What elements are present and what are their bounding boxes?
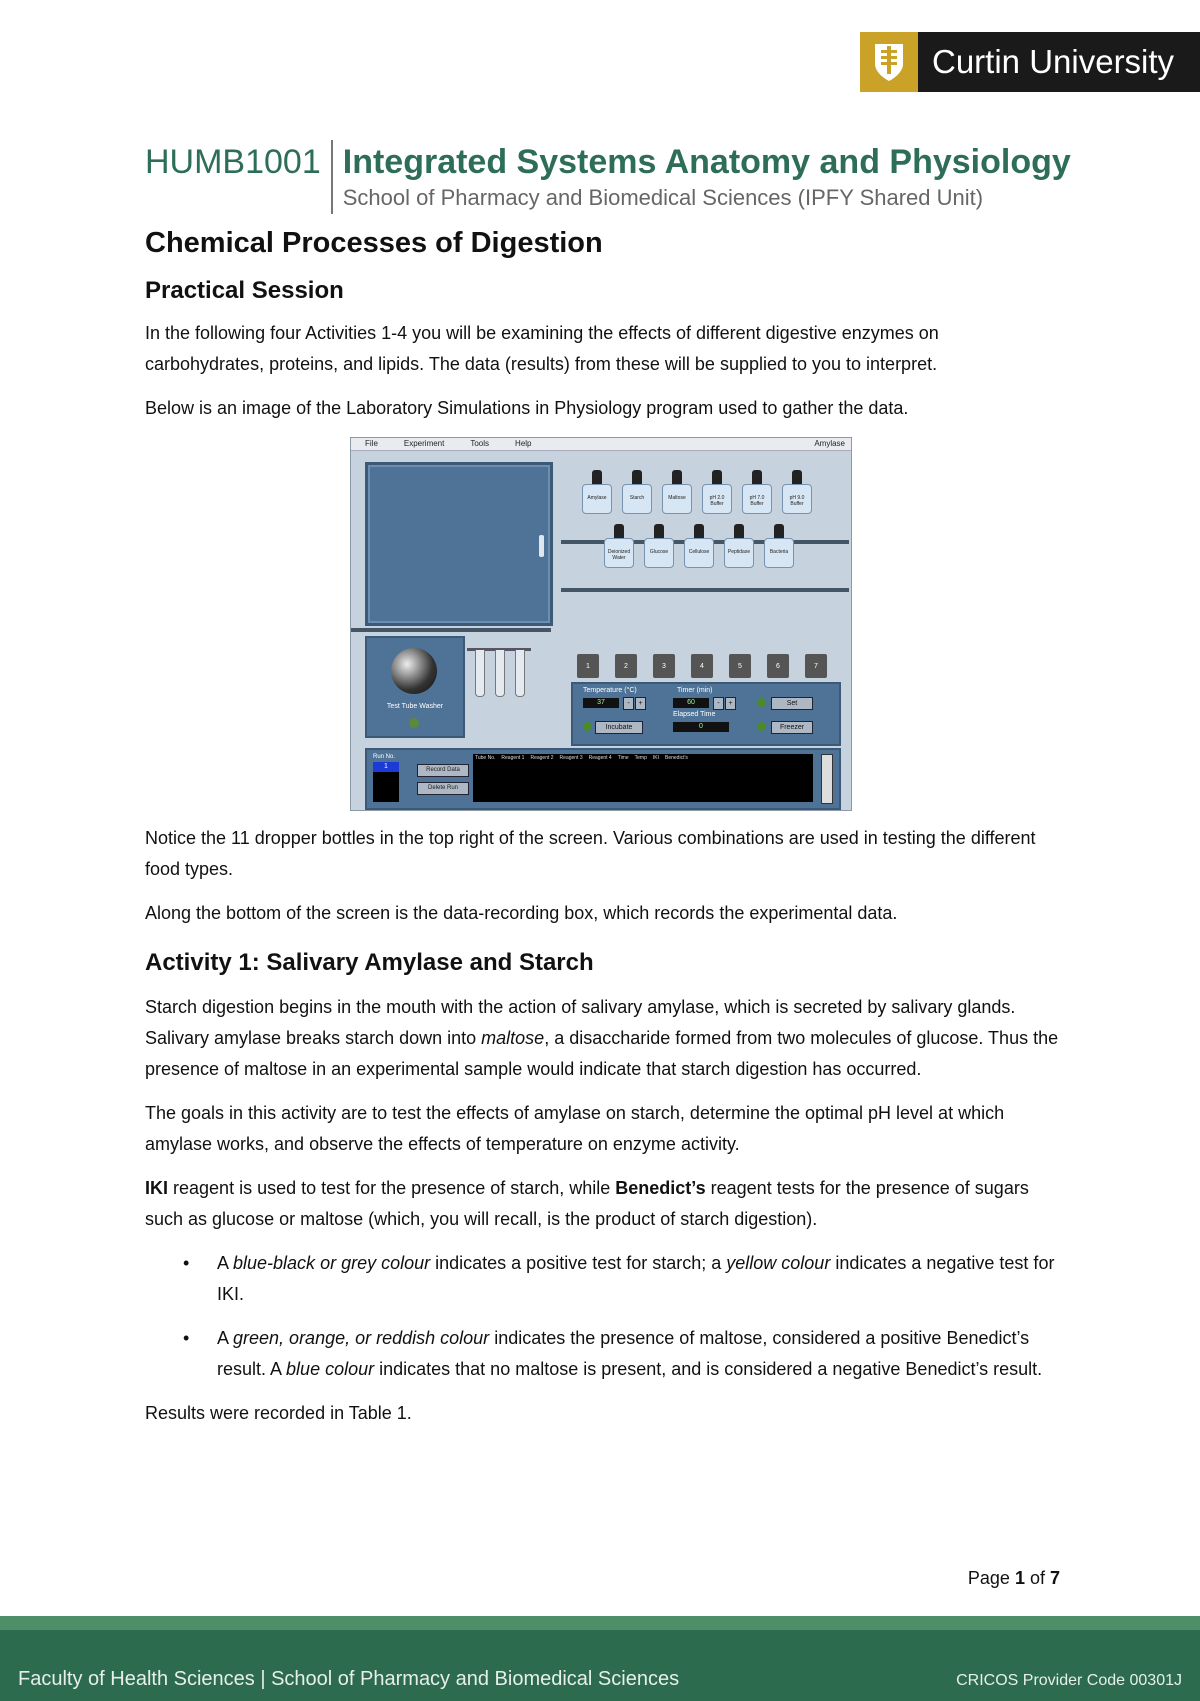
washer-button: [409, 718, 419, 728]
footer-cricos: CRICOS Provider Code 00301J: [956, 1672, 1182, 1689]
dropper-bottle: pH 2.0 Buffer: [699, 470, 735, 514]
sim-menu-file: File: [365, 439, 378, 448]
incubate-button: Incubate: [595, 721, 643, 734]
sim-menubar: [351, 438, 851, 451]
data-recording-box: [365, 748, 841, 810]
intro-paragraph: In the following four Activities 1-4 you will be examining the effects of different digestive enzymes on carbohydrates, proteins, and lipids. The data (results) from these will be supplied to you to interpret.: [145, 323, 939, 374]
activity-heading: Activity 1: Salivary Amylase and Starch: [145, 949, 594, 976]
shield-icon: [860, 32, 918, 92]
unit-title: Integrated Systems Anatomy and Physiology: [342, 143, 1071, 181]
dropper-bottle: Bacteria: [761, 524, 797, 568]
activity-paragraph-1: Starch digestion begins in the mouth with the action of salivary amylase, which is secreted by salivary glands. Salivary amylase breaks starch down into maltose, a disaccharide formed from two molecules of glucose. Thus the presence of maltose in an experimental sample would indicate that starch digestion has occurred.: [145, 997, 1059, 1079]
page-title: Chemical Processes of Digestion: [145, 227, 603, 259]
sim-menu-tools: Tools: [470, 439, 490, 448]
run-label: Run No.: [373, 754, 396, 760]
tube-holder: 5: [729, 654, 751, 678]
washer-knob: [391, 648, 437, 694]
bottles-paragraph: Notice the 11 dropper bottles in the top right of the screen. Various combinations are used in testing the different food types.: [145, 828, 1036, 879]
recording-paragraph: Along the bottom of the screen is the data-recording box, which records the experimental data.: [145, 903, 898, 923]
unit-school: School of Pharmacy and Biomedical Sciences (IPFY Shared Unit): [342, 185, 984, 210]
tube-holder: 3: [653, 654, 675, 678]
timer-value: 60: [673, 698, 709, 708]
dropper-bottle: Peptidase: [721, 524, 757, 568]
timer-label: Timer (min): [677, 687, 713, 694]
intro-paragraph-2: Below is an image of the Laboratory Simulations in Physiology program used to gather the data.: [145, 398, 909, 418]
record-data-button: Record Data: [417, 764, 469, 777]
freezer-button: Freezer: [771, 721, 813, 734]
dropper-bottle: Maltose: [659, 470, 695, 514]
activity-paragraph-2: The goals in this activity are to test the effects of amylase on starch, determine the optimal pH level at which amylase works, and observe the effects of temperature on enzyme activity.: [145, 1103, 1005, 1154]
results-grid: [473, 754, 813, 802]
dropper-bottle: Glucose: [641, 524, 677, 568]
simulation-screenshot: [350, 437, 852, 811]
tube-holder: 2: [615, 654, 637, 678]
temperature-label: Temperature (°C): [583, 687, 637, 694]
grid-scrollbar: [821, 754, 833, 804]
page-number: Page 1 of 7: [967, 1568, 1060, 1588]
dropper-bottle: Starch: [619, 470, 655, 514]
shelf: [561, 588, 849, 592]
washer-label: Test Tube Washer: [386, 703, 444, 710]
tube-holder: 4: [691, 654, 713, 678]
temperature-value: 37: [583, 698, 619, 708]
results-line: Results were recorded in Table 1.: [145, 1403, 412, 1423]
document-body: [145, 222, 1060, 1442]
footer: [0, 1616, 1200, 1701]
dropper-bottle: Deionized Water: [601, 524, 637, 568]
result-bullets: [145, 1248, 1060, 1385]
test-tube: [495, 650, 505, 697]
temperature-minus: -: [623, 697, 634, 710]
dropper-bottle: pH 9.0 Buffer: [779, 470, 815, 514]
dropper-bottle: Amylase: [579, 470, 615, 514]
incubate-led: [583, 722, 592, 731]
footer-faculty: Faculty of Health Sciences | School of Pharmacy and Biomedical Sciences: [18, 1668, 680, 1690]
shelf: [351, 628, 551, 632]
temperature-plus: +: [635, 697, 646, 710]
elapsed-label: Elapsed Time: [673, 711, 716, 718]
run-selected: 1: [373, 762, 399, 772]
delete-run-button: Delete Run: [417, 782, 469, 795]
unit-header: [145, 140, 1071, 220]
tube-holder: 6: [767, 654, 789, 678]
results-grid-header: Tube No. Reagent 1 Reagent 2 Reagent 3 Reagent 4 Time Temp IKI Benedict's: [475, 755, 688, 761]
dropper-bottle: pH 7.0 Buffer: [739, 470, 775, 514]
section-subtitle: Practical Session: [145, 277, 344, 304]
logo-name: Curtin University: [932, 43, 1175, 80]
test-tube-washer: [365, 636, 465, 738]
incubation-controls: [571, 682, 841, 746]
footer-strip: [0, 1616, 1200, 1630]
timer-plus: +: [725, 697, 736, 710]
test-tube: [515, 650, 525, 697]
divider: [331, 140, 333, 214]
elapsed-value: 0: [673, 722, 729, 732]
curtin-logo: [860, 32, 1200, 92]
timer-minus: -: [713, 697, 724, 710]
unit-code: HUMB1001: [145, 143, 321, 181]
set-led: [757, 698, 766, 707]
set-button: Set: [771, 697, 813, 710]
sim-menu-help: Help: [515, 439, 532, 448]
bullet-iki: • A blue-black or grey colour indicates a positive test for starch; a yellow colour indicates a negative test for IKI.: [145, 1248, 1060, 1310]
sim-title: Amylase: [814, 439, 845, 448]
dropper-bottle: Cellulose: [681, 524, 717, 568]
run-list: [373, 762, 399, 802]
reagent-paragraph: IKI reagent is used to test for the presence of starch, while Benedict’s reagent tests for the presence of sugars such as glucose or maltose (which, you will recall, is the product of starch digestion).: [145, 1178, 1029, 1229]
test-tube: [475, 650, 485, 697]
bullet-benedict: • A green, orange, or reddish colour indicates the presence of maltose, considered a positive Benedict’s result. A blue colour indicates that no maltose is present, and is considered a negative Benedict’s result.: [145, 1323, 1060, 1385]
incubator-handle: [539, 535, 544, 557]
tube-holder: 1: [577, 654, 599, 678]
tube-holder: 7: [805, 654, 827, 678]
sim-menu-experiment: Experiment: [403, 439, 445, 448]
freeze-led: [757, 722, 766, 731]
incubator: [365, 462, 553, 626]
